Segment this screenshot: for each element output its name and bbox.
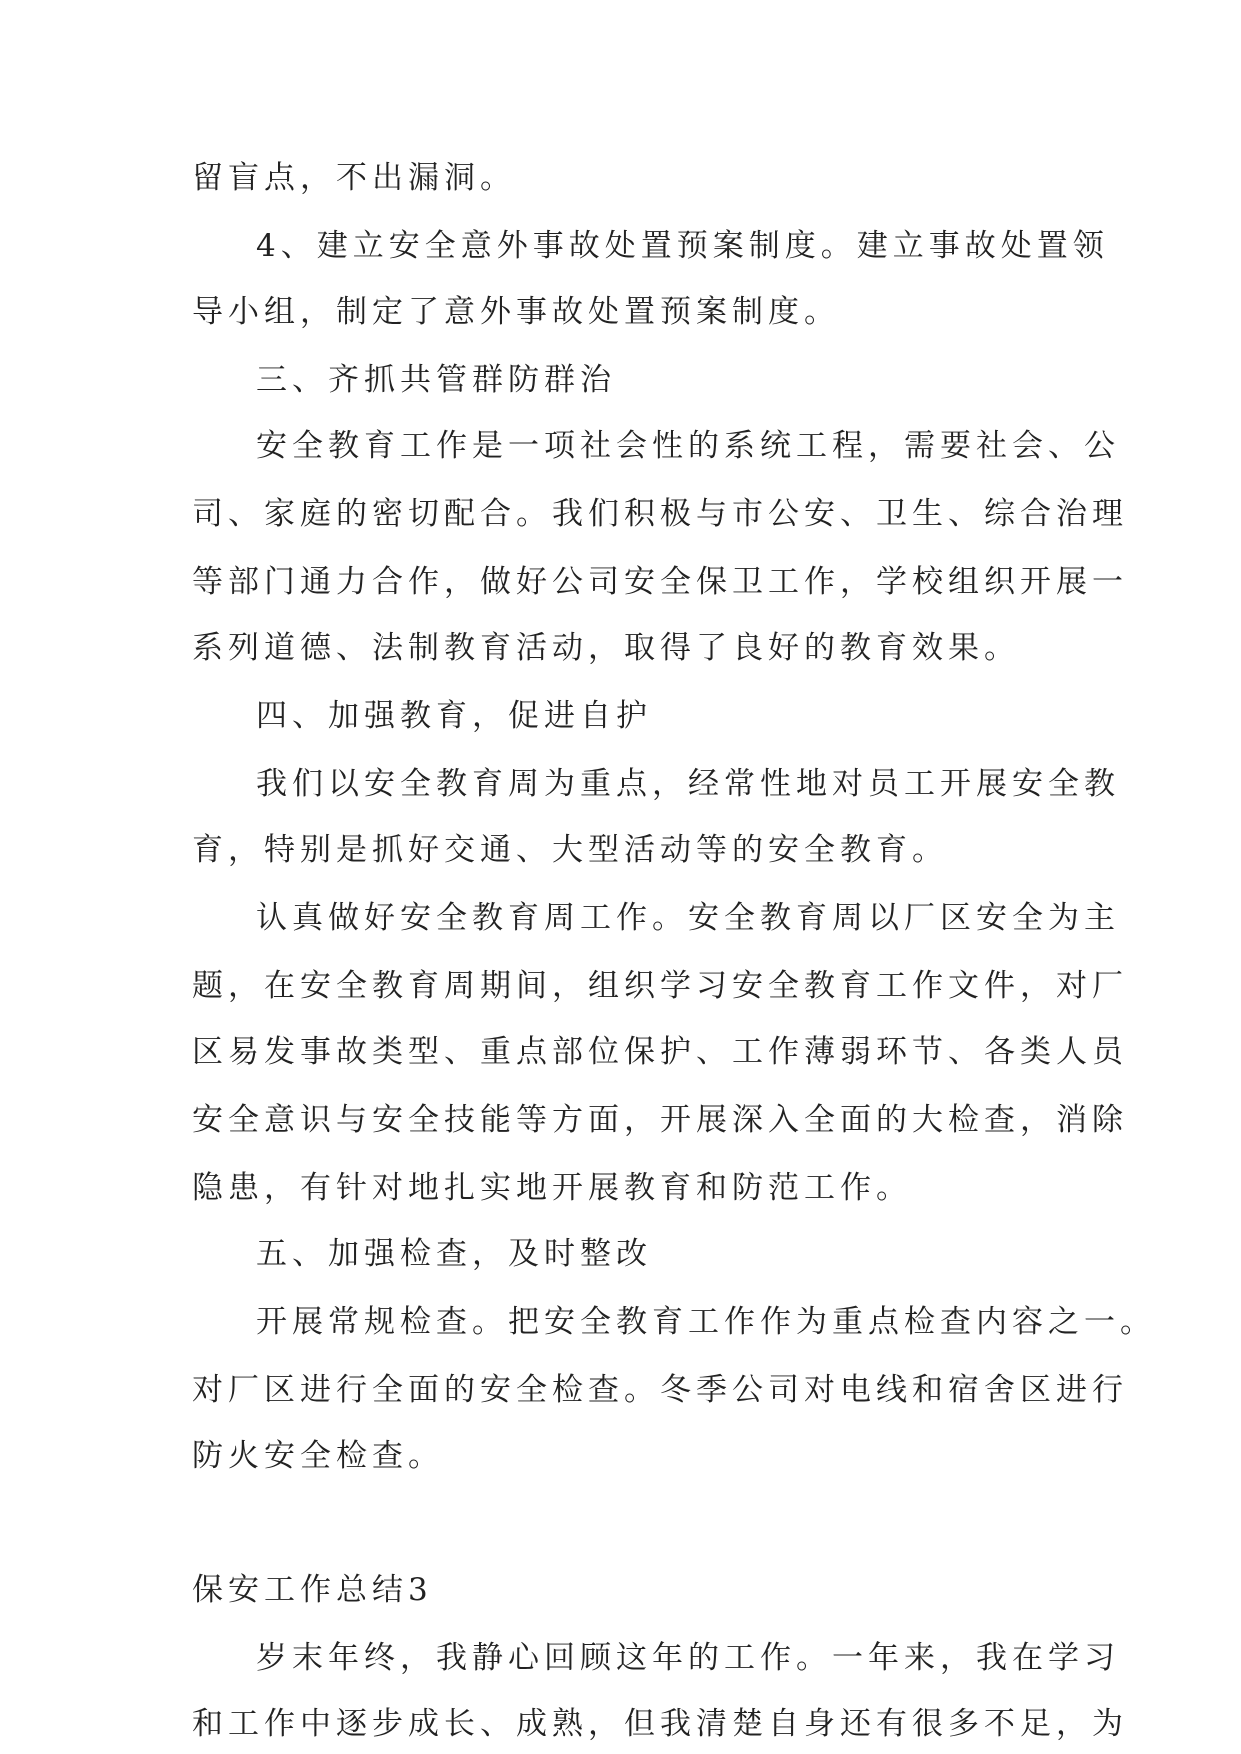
text-line: 对厂区进行全面的安全检查。冬季公司对电线和宿舍区进行 — [192, 1372, 1128, 1408]
text-line: 留盲点，不出漏洞。 — [192, 160, 516, 196]
text-line: 和工作中逐步成长、成熟，但我清楚自身还有很多不足，为 — [192, 1706, 1128, 1742]
text-line: 岁末年终，我静心回顾这年的工作。一年来，我在学习 — [256, 1640, 1120, 1676]
text-line: 安全意识与安全技能等方面，开展深入全面的大检查，消除 — [192, 1102, 1128, 1138]
text-line: 开展常规检查。把安全教育工作作为重点检查内容之一。 — [256, 1304, 1156, 1340]
text-line: 认真做好安全教育周工作。安全教育周以厂区安全为主 — [256, 900, 1120, 936]
text-line: 司、家庭的密切配合。我们积极与市公安、卫生、综合治理 — [192, 496, 1128, 532]
text-line: 区易发事故类型、重点部位保护、工作薄弱环节、各类人员 — [192, 1034, 1128, 1070]
text-line: 隐患，有针对地扎实地开展教育和防范工作。 — [192, 1170, 912, 1206]
text-line: 防火安全检查。 — [192, 1438, 444, 1474]
section-heading: 五、加强检查，及时整改 — [256, 1236, 652, 1272]
text-line: 我们以安全教育周为重点，经常性地对员工开展安全教 — [256, 766, 1120, 802]
section-heading: 四、加强教育，促进自护 — [256, 698, 652, 734]
text-line: 系列道德、法制教育活动，取得了良好的教育效果。 — [192, 630, 1020, 666]
section-heading: 三、齐抓共管群防群治 — [256, 362, 616, 398]
text-line: 等部门通力合作，做好公司安全保卫工作，学校组织开展一 — [192, 564, 1128, 600]
text-line: 安全教育工作是一项社会性的系统工程，需要社会、公 — [256, 428, 1120, 464]
text-line: 导小组，制定了意外事故处置预案制度。 — [192, 294, 840, 330]
text-line: 题，在安全教育周期间，组织学习安全教育工作文件，对厂 — [192, 968, 1128, 1004]
document-title: 保安工作总结3 — [192, 1572, 433, 1608]
text-line: 育，特别是抓好交通、大型活动等的安全教育。 — [192, 832, 948, 868]
text-line: 4、建立安全意外事故处置预案制度。建立事故处置领 — [256, 228, 1109, 264]
